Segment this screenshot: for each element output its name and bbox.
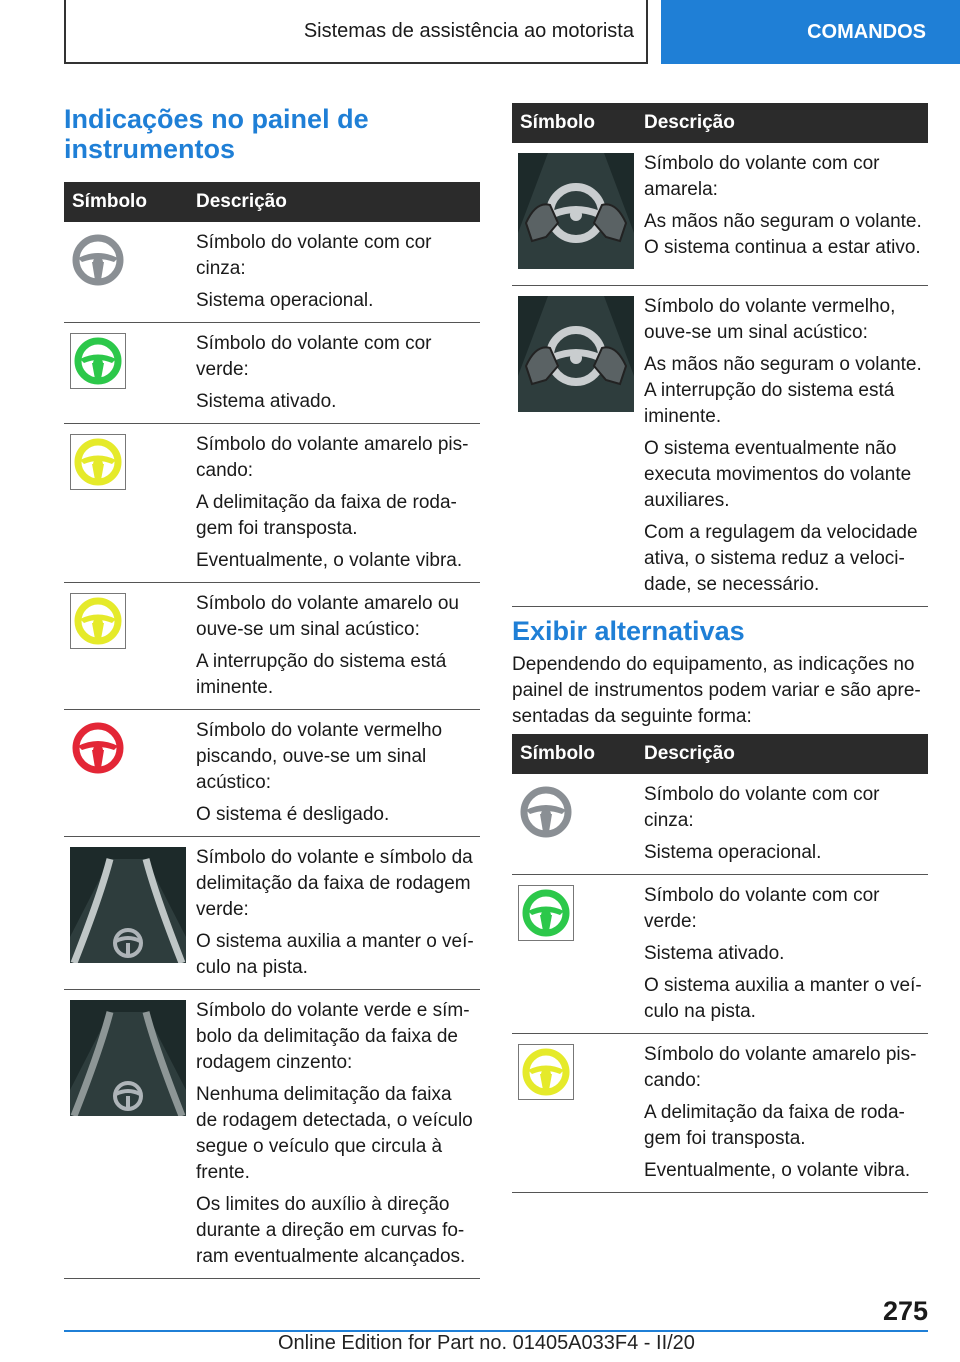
column-header-description: Descrição [636,103,928,143]
description-text: Símbolo do volante vermelho, ouve-se um sinal acústico: [644,296,896,343]
steering-wheel-green-icon [70,333,182,397]
column-header-description: Descrição [636,734,928,774]
symbol-cell [64,583,188,710]
description-text: Os limites do auxílio à direção durante a direção em curvas fo-ram eventualmente alcançados. [196,1194,466,1267]
hands-on-wheel-red-image [518,296,630,420]
description-cell [636,875,928,1034]
symbol-cell [64,222,188,323]
steering-wheel-yellow-icon [518,1044,630,1108]
steering-wheel-yellow-icon [70,434,182,498]
section-title-alternativas: Exibir alternativas [512,616,745,646]
column-header-symbol: Símbolo [512,103,636,143]
symbol-cell [64,710,188,837]
description-text: Nenhuma delimitação da faixa de rodagem detectada, o veículo segue o veículo que circula à frente. [196,1084,473,1183]
description-cell [636,774,928,875]
description-cell [636,143,928,286]
table-row [64,990,480,1279]
description-cell [188,323,480,424]
description-text: Símbolo do volante verde e sím-bolo da delimitação da faixa de rodagem cinzento: [196,1000,470,1073]
description-text: As mãos não seguram o volante. O sistema continua a estar ativo. [644,211,922,258]
description-text: Símbolo do volante com cor cinza: [644,784,880,831]
description-text: Símbolo do volante com cor verde: [644,885,880,932]
column-header-symbol: Símbolo [512,734,636,774]
description-cell [188,837,480,990]
hands-on-wheel-yellow-image [518,153,630,277]
symbol-cell [512,774,636,875]
steering-wheel-green-icon [518,885,630,949]
symbol-cell [64,990,188,1279]
description-cell [188,424,480,583]
description-text: O sistema é desligado. [196,804,390,825]
table-row [512,1034,928,1193]
description-text: O sistema auxilia a manter o veí-culo na pista. [196,931,474,978]
description-text: Símbolo do volante com cor amarela: [644,153,880,200]
section-tab-label: COMANDOS [807,20,926,43]
description-text: Símbolo do volante com cor verde: [196,333,432,380]
description-text: A interrupção do sistema está iminente. [196,651,447,698]
table-row [64,583,480,710]
symbol-cell [512,1034,636,1193]
steering-wheel-red-icon [70,720,182,784]
edition-note: Online Edition for Part no. 01405A033F4 - II/20 [278,1332,695,1354]
description-text: Símbolo do volante vermelho piscando, ouve-se um sinal acústico: [196,720,443,793]
table-row [512,774,928,875]
chapter-title: Sistemas de assistência ao motorista [303,19,634,42]
symbol-cell [512,875,636,1034]
table-row [512,875,928,1034]
description-cell [188,583,480,710]
description-text: Eventualmente, o volante vibra. [196,550,463,571]
section-tab[interactable] [661,0,960,64]
symbol-cell [64,323,188,424]
symbol-cell [512,286,636,607]
symbol-cell [512,143,636,286]
description-text: Com a regulagem da velocidade ativa, o sistema reduz a veloci-dade, se necessário. [644,522,918,595]
description-text: Símbolo do volante e símbolo da delimitação da faixa de rodagem verde: [196,847,473,920]
description-text: Sistema operacional. [644,842,822,863]
description-cell [188,710,480,837]
description-text: O sistema auxilia a manter o veí-culo na pista. [644,975,922,1022]
lane-display-green-image [70,847,182,971]
description-text: Sistema ativado. [644,943,785,964]
description-text: A delimitação da faixa de roda-gem foi transposta. [196,492,457,539]
chapter-header [64,0,648,64]
symbol-table-left [64,182,480,1279]
alternatives-intro: Dependendo do equipamento, as indicações no painel de instrumentos podem variar e são apre-sentadas da seguinte forma: [512,654,921,727]
steering-wheel-yellow-icon [70,593,182,657]
symbol-cell [64,837,188,990]
column-header-symbol: Símbolo [64,182,188,222]
description-text: Sistema ativado. [196,391,337,412]
table-row [512,286,928,607]
table-row [512,143,928,286]
description-text: Símbolo do volante amarelo pis-cando: [644,1044,917,1091]
table-row [64,837,480,990]
table-row [64,323,480,424]
description-text: Símbolo do volante amarelo ou ouve-se um sinal acústico: [196,593,459,640]
description-text: Eventualmente, o volante vibra. [644,1160,911,1181]
symbol-table-alternatives [512,734,928,1193]
column-header-description: Descrição [188,182,480,222]
description-cell [188,222,480,323]
symbol-cell [64,424,188,583]
lane-display-gray-image [70,1000,182,1124]
description-text: A delimitação da faixa de roda-gem foi transposta. [644,1102,905,1149]
description-text: As mãos não seguram o volante. A interrupção do sistema está iminente. [644,354,922,427]
table-row [64,222,480,323]
steering-wheel-gray-icon [518,784,630,848]
description-text: Símbolo do volante amarelo pis-cando: [196,434,469,481]
symbol-table-right [512,103,928,607]
description-text: Sistema operacional. [196,290,374,311]
description-text: O sistema eventualmente não executa movimentos do volante auxiliares. [644,438,912,511]
description-cell [636,1034,928,1193]
description-cell [188,990,480,1279]
steering-wheel-gray-icon [70,232,182,296]
description-text: Símbolo do volante com cor cinza: [196,232,432,279]
table-row [64,424,480,583]
description-cell [636,286,928,607]
page-number: 275 [882,1296,928,1326]
table-row [64,710,480,837]
section-title-indicacoes: Indicações no painel de instrumentos [64,104,369,164]
